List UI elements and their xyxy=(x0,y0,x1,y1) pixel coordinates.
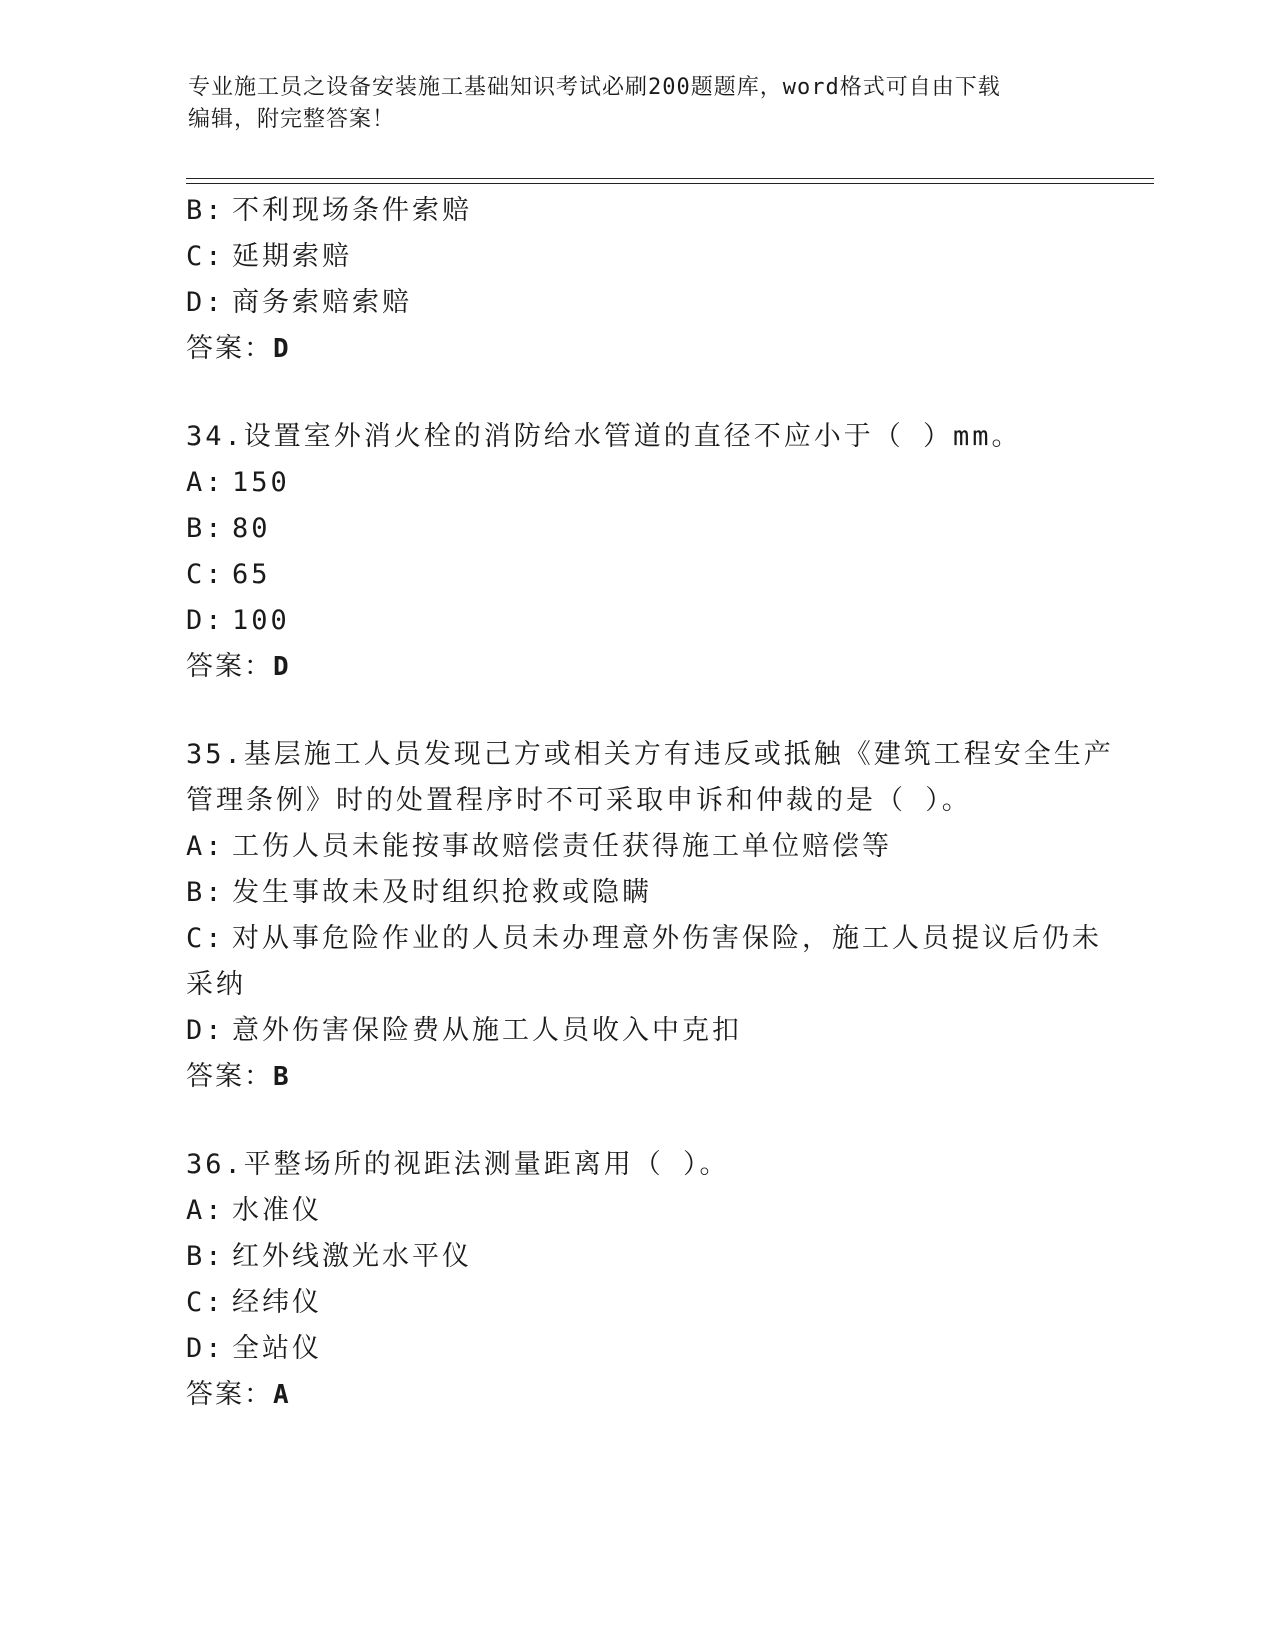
option-label: A: xyxy=(186,467,225,498)
option-label: D: xyxy=(186,1333,225,1364)
option-text: 100 xyxy=(232,605,290,636)
option-label: C: xyxy=(186,1287,225,1318)
option-c xyxy=(186,1280,1086,1326)
question-block-33 xyxy=(186,188,1086,372)
answer-label: 答案： xyxy=(186,333,273,364)
option-label: A: xyxy=(186,1195,225,1226)
option-text: 工伤人员未能按事故赔偿责任获得施工单位赔偿等 xyxy=(232,831,892,862)
answer-line xyxy=(186,1054,1086,1100)
option-text: 80 xyxy=(232,513,271,544)
option-label: B: xyxy=(186,877,225,908)
answer-label: 答案： xyxy=(186,1061,273,1092)
option-c xyxy=(186,552,1086,598)
question-text-line-1: 35.基层施工人员发现己方或相关方有违反或抵触《建筑工程安全生产 xyxy=(186,739,1114,770)
question-text: 36.平整场所的视距法测量距离用（ ）。 xyxy=(186,1149,730,1180)
header-divider-bottom xyxy=(186,183,1154,184)
answer-line xyxy=(186,644,1086,690)
option-text: 经纬仪 xyxy=(232,1287,322,1318)
option-label: C: xyxy=(186,559,225,590)
answer-label: 答案： xyxy=(186,651,273,682)
option-text: 对从事危险作业的人员未办理意外伤害保险，施工人员提议后仍未 xyxy=(232,923,1102,954)
answer-value: B xyxy=(273,1062,291,1092)
answer-value: A xyxy=(273,1380,291,1410)
option-text: 发生事故未及时组织抢救或隐瞒 xyxy=(232,877,652,908)
option-label: D: xyxy=(186,605,225,636)
option-label: D: xyxy=(186,287,225,318)
header-line-1: 专业施工员之设备安装施工基础知识考试必刷200题题库，word格式可自由下载 xyxy=(188,75,1001,100)
option-text: 150 xyxy=(232,467,290,498)
question-list xyxy=(186,188,1114,1418)
header-divider-top xyxy=(186,178,1154,179)
question-text: 34.设置室外消火栓的消防给水管道的直径不应小于（ ）mm。 xyxy=(186,421,1022,452)
answer-value: D xyxy=(273,334,291,364)
option-label: B: xyxy=(186,1241,225,1272)
option-text: 65 xyxy=(232,559,271,590)
option-label: B: xyxy=(186,513,225,544)
question-text-line-2: 管理条例》时的处置程序时不可采取申诉和仲裁的是（ ）。 xyxy=(186,785,972,816)
option-c-continued: 采纳 xyxy=(186,969,246,1000)
option-b xyxy=(186,188,1086,234)
question-block-35 xyxy=(186,732,1114,1100)
option-a xyxy=(186,460,1086,506)
option-d xyxy=(186,1326,1086,1372)
answer-line xyxy=(186,1372,1086,1418)
question-block-36 xyxy=(186,1142,1086,1418)
option-b xyxy=(186,506,1086,552)
option-text: 水准仪 xyxy=(232,1195,322,1226)
option-a xyxy=(186,1188,1086,1234)
document-header xyxy=(188,72,1068,136)
option-label: C: xyxy=(186,241,225,272)
answer-line xyxy=(186,326,1086,372)
option-label: C: xyxy=(186,923,225,954)
option-text: 意外伤害保险费从施工人员收入中克扣 xyxy=(232,1015,742,1046)
option-a xyxy=(186,824,1086,870)
option-text: 全站仪 xyxy=(232,1333,322,1364)
option-label: D: xyxy=(186,1015,225,1046)
header-line-2: 编辑，附完整答案！ xyxy=(188,107,396,132)
option-c xyxy=(186,234,1086,280)
option-b xyxy=(186,870,1086,916)
option-label: B: xyxy=(186,195,225,226)
answer-value: D xyxy=(273,652,291,682)
answer-label: 答案： xyxy=(186,1379,273,1410)
option-text: 不利现场条件索赔 xyxy=(232,195,472,226)
option-d xyxy=(186,1008,1086,1054)
option-label: A: xyxy=(186,831,225,862)
question-block-34 xyxy=(186,414,1086,690)
option-text: 商务索赔索赔 xyxy=(232,287,412,318)
option-d xyxy=(186,598,1086,644)
option-d xyxy=(186,280,1086,326)
option-b xyxy=(186,1234,1086,1280)
option-c xyxy=(186,916,1102,962)
option-text: 延期索赔 xyxy=(232,241,352,272)
option-text: 红外线激光水平仪 xyxy=(232,1241,472,1272)
